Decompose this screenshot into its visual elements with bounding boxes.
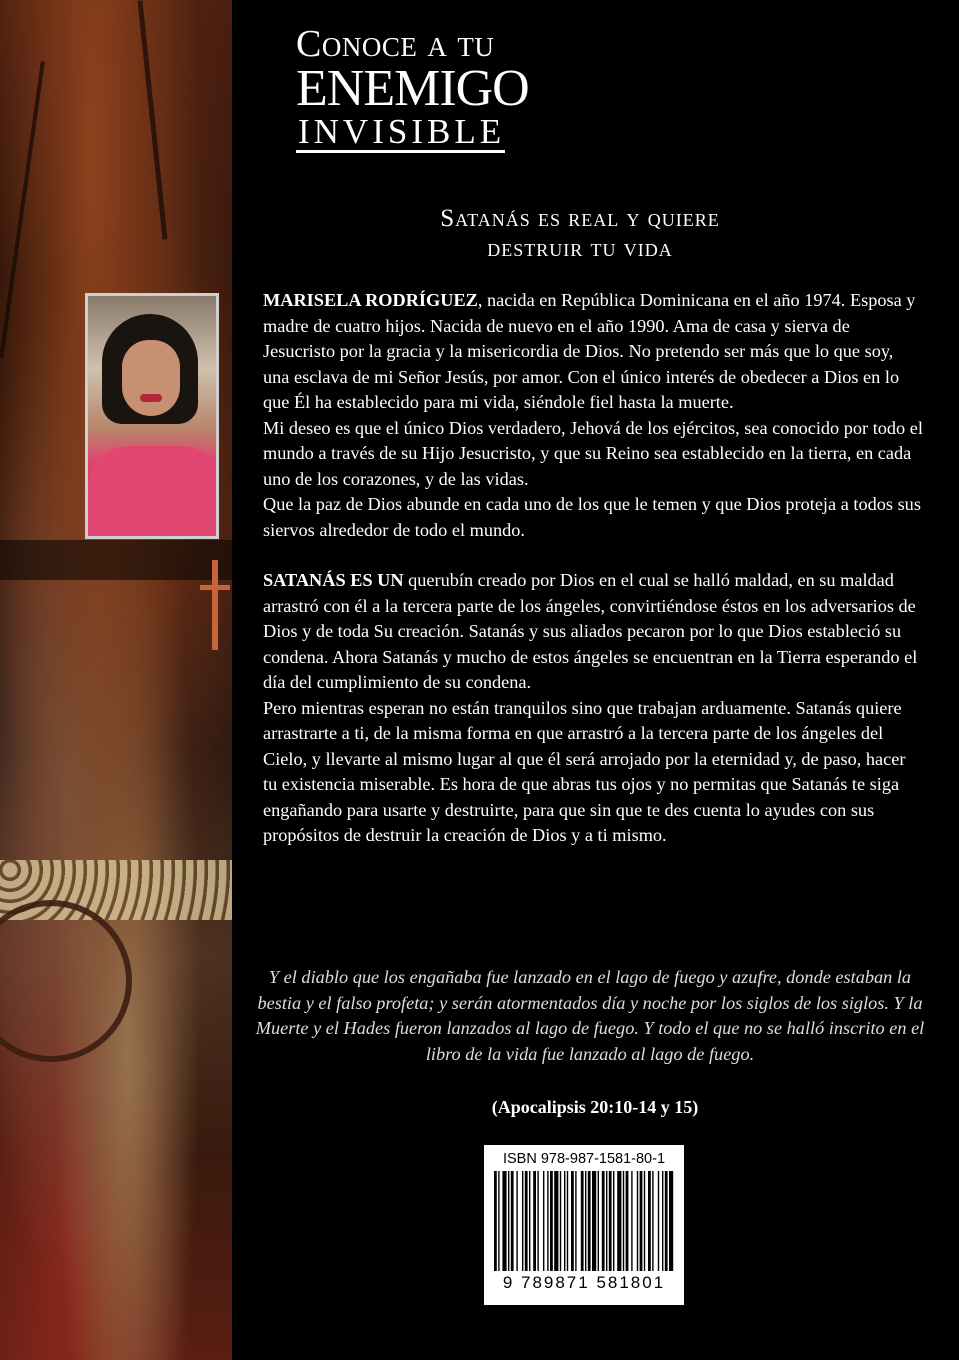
barcode-bar: [516, 1171, 517, 1271]
author-name: MARISELA RODRÍGUEZ: [263, 290, 478, 310]
barcode-bars: [492, 1171, 676, 1271]
barcode-bar: [658, 1171, 659, 1271]
title-line-3: INVISIBLE: [298, 112, 506, 151]
barcode-bar: [547, 1171, 548, 1271]
barcode-bar: [609, 1171, 612, 1271]
biography-paragraph: Mi deseo es que el único Dios verdadero, Jehová de los ejércitos, sea conocido por todo el mundo a través de su Hijo Jesucristo, y que su Reino sea establecido en la tierra, en cada uno de los corazones, y de las vidas.: [263, 417, 923, 489]
barcode-bar: [648, 1171, 651, 1271]
barcode-bar: [623, 1171, 624, 1271]
barcode-bar: [564, 1171, 565, 1271]
cover-painting: [0, 0, 232, 1360]
barcode-bar: [560, 1171, 561, 1271]
isbn-barcode: [484, 1145, 684, 1305]
barcode-bar: [617, 1171, 621, 1271]
quote-reference: (Apocalipsis 20:10-14 y 15): [491, 1097, 699, 1117]
author-photo: [85, 293, 219, 539]
barcode-bar: [508, 1171, 509, 1271]
barcode-bar: [581, 1171, 584, 1271]
barcode-bar: [575, 1171, 576, 1271]
barcode-bar: [640, 1171, 643, 1271]
barcode-bar: [533, 1171, 536, 1271]
barcode-bar: [571, 1171, 574, 1271]
barcode-bar: [522, 1171, 523, 1271]
barcode-bar: [662, 1171, 663, 1271]
back-cover-text: [263, 288, 923, 849]
barcode-number: 9 789871 581801: [502, 1273, 666, 1292]
synopsis-lead: SATANÁS ES UN: [263, 570, 404, 590]
barcode-bar: [637, 1171, 638, 1271]
barcode-bar: [631, 1171, 632, 1271]
bible-quote: Y el diablo que los engañaba fue lanzado en el lago de fuego y azufre, donde estaban la bestia y el falso profeta; y serán atormentados día y noche por los siglos de los siglos. Y la Muerte y el Hades fueron lanzados al lago de fuego. Y todo el que no se halló inscrito en el libro de la vida fue lanzado al lago de fuego.: [255, 967, 925, 1064]
title-line-1: Conoce a tu: [296, 23, 495, 65]
book-title: [296, 24, 626, 153]
synopsis-paragraph: Pero mientras esperan no están tranquilos sino que trabajan arduamente. Satanás quiere arrastrarte a ti, de la misma forma en que arrastró a la tercera parte de los ángeles del Cielo, y llevarte al mismo lugar al que él será arrojado por la eternidad y, de paso, hacer tu existencia miserable. Es hora de que abras tus ojos y no permitas que Satanás te siga engañando para usarte y destruirte, para que sin que te des cuenta lo ayudes con sus propósitos de destruir la creación de Dios y a ti mismo.: [263, 697, 906, 845]
barcode-bar: [644, 1171, 645, 1271]
isbn-label: ISBN 978-987-1581-80-1: [502, 1151, 666, 1167]
barcode-bar: [550, 1171, 553, 1271]
barcode-bar: [585, 1171, 586, 1271]
barcode-bar: [511, 1171, 514, 1271]
barcode-bar: [498, 1171, 499, 1271]
barcode-bar: [669, 1171, 673, 1271]
biography-paragraph: Que la paz de Dios abunde en cada uno de los que le temen y que Dios proteja a todos sus siervos alrededor de todo el mundo.: [263, 494, 921, 540]
biography-paragraph: MARISELA RODRÍGUEZ, nacida en República Dominicana en el año 1974. Esposa y madre de cuatro hijos. Nacida de nuevo en el año 1990. Ama de casa y sierva de Jesucristo por la gracia y la misericordia de Dios. No pretendo ser más que lo que soy, una esclava de mi Señor Jesús, por amor. Con el único interés de obedecer a Dios en lo que Él ha establecido para mi vida, siéndole fiel hasta la muerte.: [263, 290, 916, 412]
barcode-bar: [567, 1171, 568, 1271]
barcode-bar: [652, 1171, 653, 1271]
barcode-bar: [554, 1171, 558, 1271]
barcode-bar: [665, 1171, 668, 1271]
title-line-2: ENEMIGO: [296, 60, 529, 117]
barcode-bar: [613, 1171, 614, 1271]
barcode-bar: [529, 1171, 530, 1271]
barcode-bar: [543, 1171, 544, 1271]
barcode-bar: [588, 1171, 591, 1271]
barcode-bar: [606, 1171, 607, 1271]
barcode-bar: [598, 1171, 599, 1271]
barcode-bar: [525, 1171, 528, 1271]
barcode-bar: [626, 1171, 629, 1271]
barcode-bar: [592, 1171, 596, 1271]
barcode-bar: [602, 1171, 605, 1271]
barcode-bar: [494, 1171, 497, 1271]
book-subtitle: [380, 204, 780, 264]
barcode-bar: [537, 1171, 538, 1271]
barcode-bar: [502, 1171, 506, 1271]
synopsis-paragraph: SATANÁS ES UN querubín creado por Dios en el cual se halló maldad, en su maldad arrastró con él a la tercera parte de los ángeles, convirtiéndose éstos en los adversarios de Dios y de toda Su creación. Satanás y sus aliados pecaron por lo que Dios estableció su condena. Ahora Satanás y mucho de estos ángeles se encuentran en la Tierra esperando el día del cumplimiento de su condena.: [263, 570, 918, 692]
subtitle-line-2: destruir tu vida: [487, 235, 673, 262]
subtitle-line-1: Satanás es real y quiere: [440, 205, 720, 232]
